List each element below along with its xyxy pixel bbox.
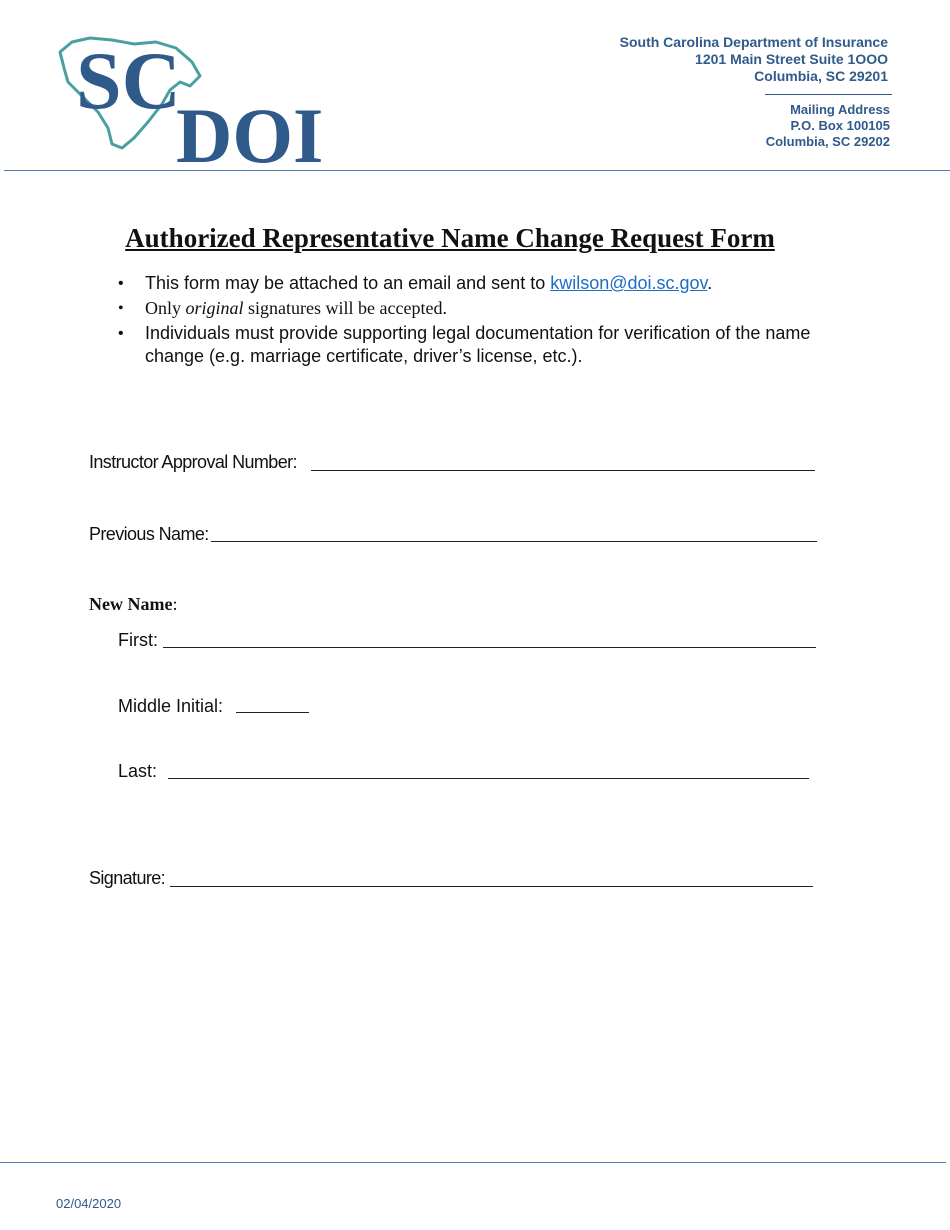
instructor-approval-label: Instructor Approval Number: (89, 452, 297, 472)
form-title: Authorized Representative Name Change Request Form (125, 223, 775, 253)
mailing-city: Columbia, SC 29202 (765, 134, 890, 149)
instruction-email-text: This form may be attached to an email and sent to (145, 273, 551, 293)
org-name: South Carolina Department of Insurance (619, 34, 888, 50)
first-name-field[interactable] (163, 647, 816, 648)
new-name-heading-colon: : (172, 594, 178, 614)
mailing-title: Mailing Address (790, 102, 890, 117)
email-link[interactable]: kwilson@doi.sc.gov (550, 273, 708, 293)
mailing-address (766, 102, 890, 150)
instruction-signatures-emphasis: original (185, 298, 244, 318)
middle-initial-label: Middle Initial: (118, 696, 224, 716)
scdoi-logo (52, 30, 352, 170)
new-name-heading-text: New Name (89, 594, 173, 614)
middle-initial-field[interactable] (236, 712, 309, 713)
previous-name-field[interactable] (211, 541, 817, 542)
instruction-email (118, 272, 818, 295)
po-box: P.O. Box 100105 (790, 118, 890, 133)
signature-field[interactable] (170, 886, 813, 887)
instruction-documentation (118, 322, 818, 368)
footer-rule (0, 1162, 946, 1163)
first-name-label: First: (118, 630, 158, 650)
logo-doi-text: DOI (176, 92, 324, 170)
instructor-approval-field[interactable] (311, 470, 815, 471)
last-name-label: Last: (118, 761, 158, 781)
previous-name-label: Previous Name: (89, 524, 209, 544)
footer-date: 02/04/2020 (56, 1196, 122, 1211)
last-name-field[interactable] (168, 778, 809, 779)
header-rule (4, 170, 950, 171)
address-divider (765, 94, 892, 95)
new-name-heading (89, 594, 178, 615)
signature-label: Signature: (89, 868, 166, 888)
instructions-list (118, 272, 818, 370)
instruction-signatures (118, 297, 818, 320)
instruction-documentation-text: Individuals must provide supporting legal documentation for verification of the name change (e.g. marriage certificate, driver’s license, etc.). (145, 323, 811, 366)
instruction-signatures-pre: Only (145, 298, 186, 318)
city-state-zip: Columbia, SC 29201 (754, 68, 888, 84)
logo-sc-text: SC (76, 35, 181, 126)
street-address: 1201 Main Street Suite 1OOO (695, 51, 888, 67)
office-address (620, 34, 888, 85)
instruction-email-period: . (707, 273, 713, 293)
instruction-signatures-post: signatures will be accepted. (243, 298, 447, 318)
